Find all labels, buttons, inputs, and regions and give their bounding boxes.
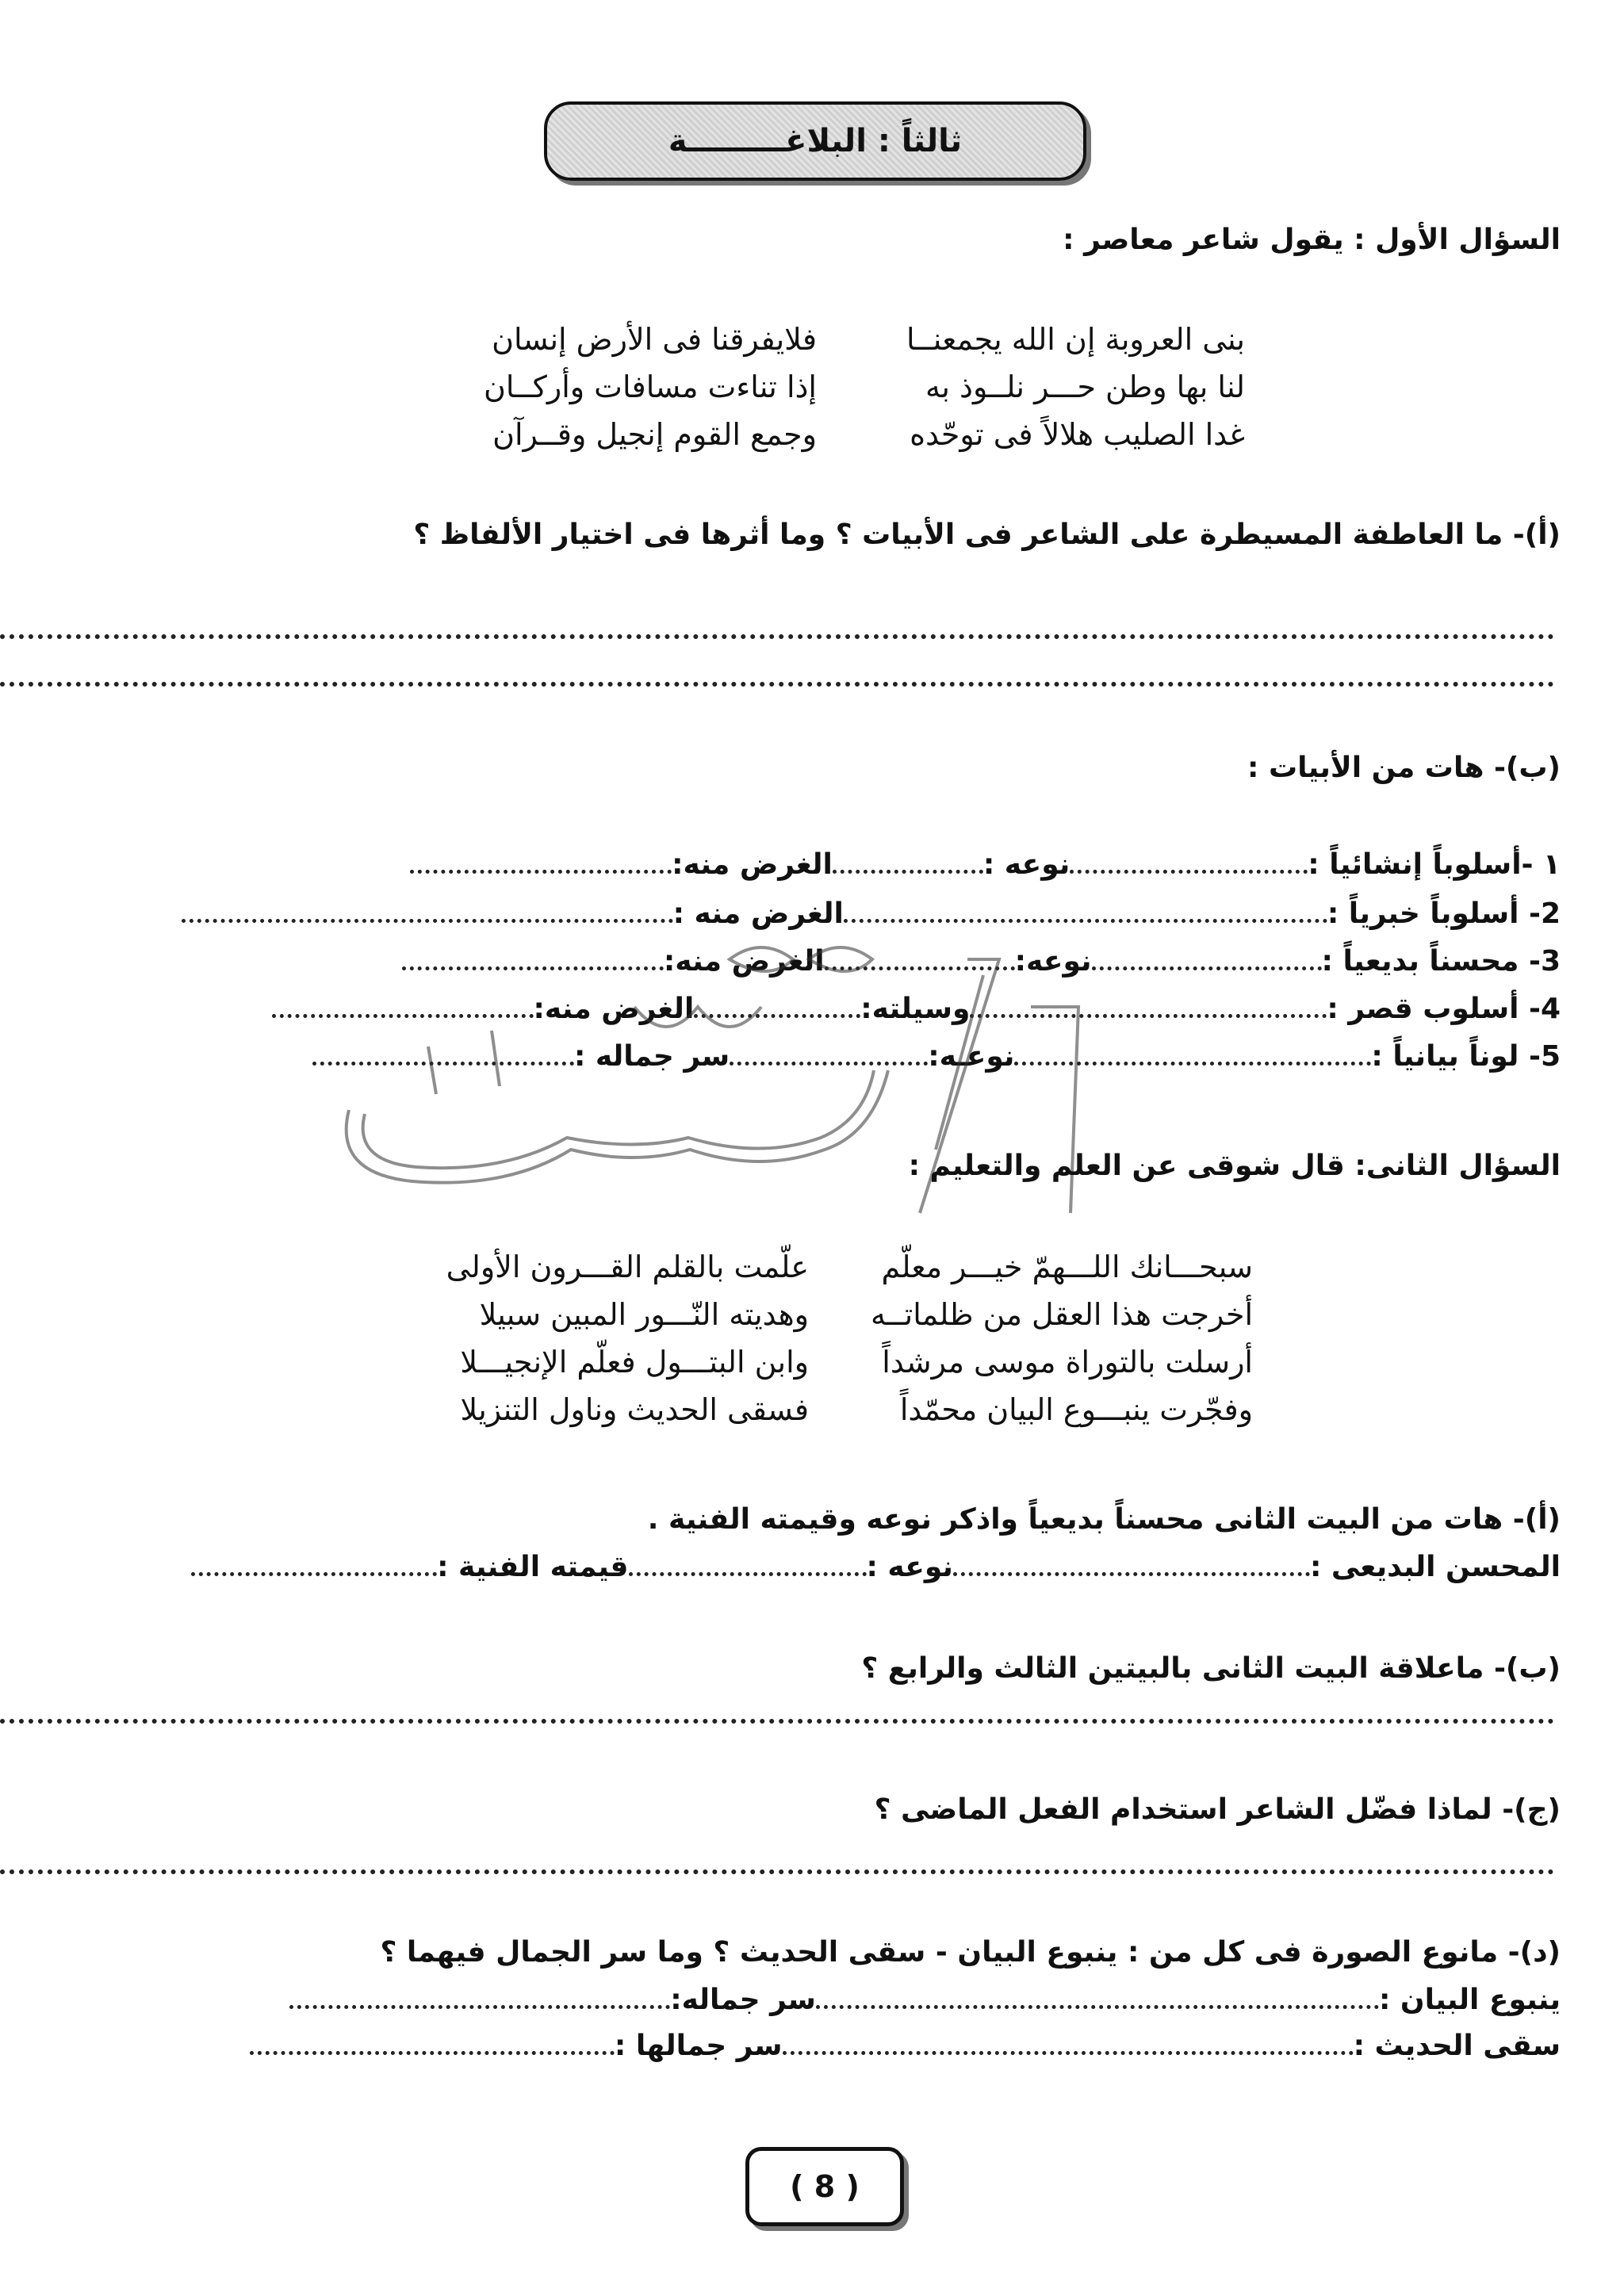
verse-first-hemistich: لنا بها وطن حـــر نلــوذ به: [925, 369, 1245, 404]
answer-blank[interactable]: [250, 2043, 615, 2055]
answer-blank[interactable]: [1092, 959, 1322, 970]
item-type-label: نوعه:: [1014, 945, 1092, 978]
q2-part-c: (ج)- لماذا فضّل الشاعر استخدام الفعل الماضى ؟: [874, 1793, 1561, 1826]
answer-line[interactable]: [0, 1863, 1554, 1874]
q2-part-d: (د)- مانوع الصورة فى كل من : ينبوع البيان - سقى الحديث ؟ وما سر الجمال فيهما ؟: [380, 1936, 1561, 1969]
answer-line[interactable]: [0, 1712, 1554, 1724]
item-type-label: نوعـه:: [928, 1040, 1015, 1073]
verse-row: [396, 1338, 1253, 1386]
item-label: 5- لوناً بيانياً :: [1371, 1040, 1561, 1073]
q2-part-b: (ب)- ماعلاقة البيت الثانى بالبيتين الثالث والرابع ؟: [861, 1652, 1561, 1685]
item-label: 4- أسلوب قصر :: [1327, 993, 1561, 1025]
verse-second-hemistich: فلايفرقنا فى الأرض إنسان: [492, 322, 817, 357]
verse-second-hemistich: وجمع القوم إنجيل وقــرآن: [492, 417, 817, 452]
verse-first-hemistich: أرسلت بالتوراة موسى مرشداً: [882, 1345, 1253, 1380]
item-label: 3- محسناً بديعياً :: [1321, 945, 1561, 978]
verse-row: [396, 411, 1245, 458]
answer-blank[interactable]: [816, 1997, 1379, 2009]
verse-first-hemistich: سبحـــانك اللـــهمّ خيـــر معلّم: [881, 1249, 1253, 1284]
answer-blank[interactable]: [833, 862, 983, 874]
section-title: ثالثاً : البلاغـــــــــة: [544, 101, 1086, 181]
item-purpose-label: الغرض منه:: [663, 945, 825, 978]
q1-poem: [396, 316, 1245, 458]
answer-line[interactable]: [0, 675, 1554, 687]
q1-heading: السؤال الأول : يقول شاعر معاصر :: [1063, 224, 1561, 256]
verse-first-hemistich: بنى العروبة إن الله يجمعنــا: [906, 322, 1245, 357]
device-label: المحسن البديعى :: [1309, 1551, 1561, 1583]
verse-second-hemistich: وابن البتـــول فعلّم الإنجيـــلا: [460, 1345, 809, 1380]
verse-second-hemistich: وهديته النّـــور المبين سبيلا: [479, 1297, 809, 1332]
q2-poem: [396, 1243, 1253, 1433]
item-label: 2- أسلوباً خبرياً :: [1327, 897, 1561, 930]
watermark-stroke: [809, 947, 872, 971]
verse-second-hemistich: إذا تناءت مسافات وأركــان: [484, 369, 817, 404]
item-beauty-label: سر جماله :: [573, 1040, 730, 1073]
verse-row: [396, 1386, 1253, 1433]
verse-second-hemistich: علّمت بالقلم القـــرون الأولى: [446, 1249, 809, 1284]
watermark-stroke: [428, 1047, 436, 1094]
verse-first-hemistich: أخرجت هذا العقل من ظلماتــه: [870, 1297, 1253, 1332]
item-means-label: وسيلته:: [860, 993, 971, 1025]
verse-row: [396, 1291, 1253, 1338]
watermark-stroke: [730, 947, 793, 971]
answer-blank[interactable]: [629, 1564, 867, 1576]
answer-blank[interactable]: [410, 862, 672, 874]
q1-part-b: (ب)- هات من الأبيات :: [1247, 752, 1561, 784]
watermark-stroke: [1031, 1007, 1078, 1213]
answer-blank[interactable]: [783, 2043, 1354, 2055]
answer-line[interactable]: [0, 628, 1554, 639]
watermark-stroke: [936, 975, 983, 1150]
q2-heading: السؤال الثانى: قال شوقى عن العلم والتعليم :: [908, 1150, 1561, 1182]
beauty-label: سر جمالها :: [614, 2030, 783, 2062]
watermark-stroke: [492, 1031, 500, 1086]
q2-part-a: (أ)- هات من البيت الثانى محسناً بديعياً واذكر نوعه وقيمته الفنية .: [647, 1503, 1561, 1536]
item-purpose-label: الغرض منه:: [672, 848, 833, 881]
verse-first-hemistich: وفجّرت ينبـــوع البيان محمّداً: [899, 1392, 1253, 1427]
fill-line-1: [410, 848, 1561, 881]
beauty-label: سر جماله:: [670, 1984, 816, 2016]
item-purpose-label: الغرض منه:: [533, 993, 695, 1025]
answer-blank[interactable]: [289, 1997, 670, 2009]
verse-row: [396, 1243, 1253, 1291]
image-label: ينبوع البيان :: [1378, 1984, 1561, 2016]
verse-first-hemistich: غدا الصليب هلالاً فى توحّده: [910, 417, 1245, 452]
type-label: نوعه :: [866, 1551, 953, 1583]
answer-blank[interactable]: [191, 1564, 437, 1576]
watermark-stroke: [347, 1070, 888, 1183]
q2-d-fill-line-1: [289, 1984, 1561, 2016]
q1-part-a: (أ)- ما العاطفة المسيطرة على الشاعر فى الأبيات ؟ وما أثرها فى اختيار الألفاظ ؟: [413, 519, 1561, 551]
item-type-label: نوعه :: [982, 848, 1071, 881]
verse-row: [396, 363, 1245, 411]
item-purpose-label: الغرض منه :: [672, 897, 844, 930]
verse-row: [396, 316, 1245, 363]
image-label: سقى الحديث :: [1353, 2030, 1561, 2062]
answer-blank[interactable]: [1070, 862, 1308, 874]
q2-a-fill-line: [191, 1551, 1561, 1583]
value-label: قيمته الفنية :: [437, 1551, 629, 1583]
item-label: ١ -أسلوباً إنشائياً :: [1308, 848, 1561, 881]
page-number: ( 8 ): [745, 2147, 904, 2226]
answer-blank[interactable]: [953, 1564, 1310, 1576]
q2-d-fill-line-2: [250, 2030, 1561, 2062]
watermark-stroke: [634, 1007, 761, 1027]
watermark-stroke: [363, 1070, 874, 1168]
verse-second-hemistich: فسقى الحديث وناول التنزيلا: [460, 1392, 809, 1427]
